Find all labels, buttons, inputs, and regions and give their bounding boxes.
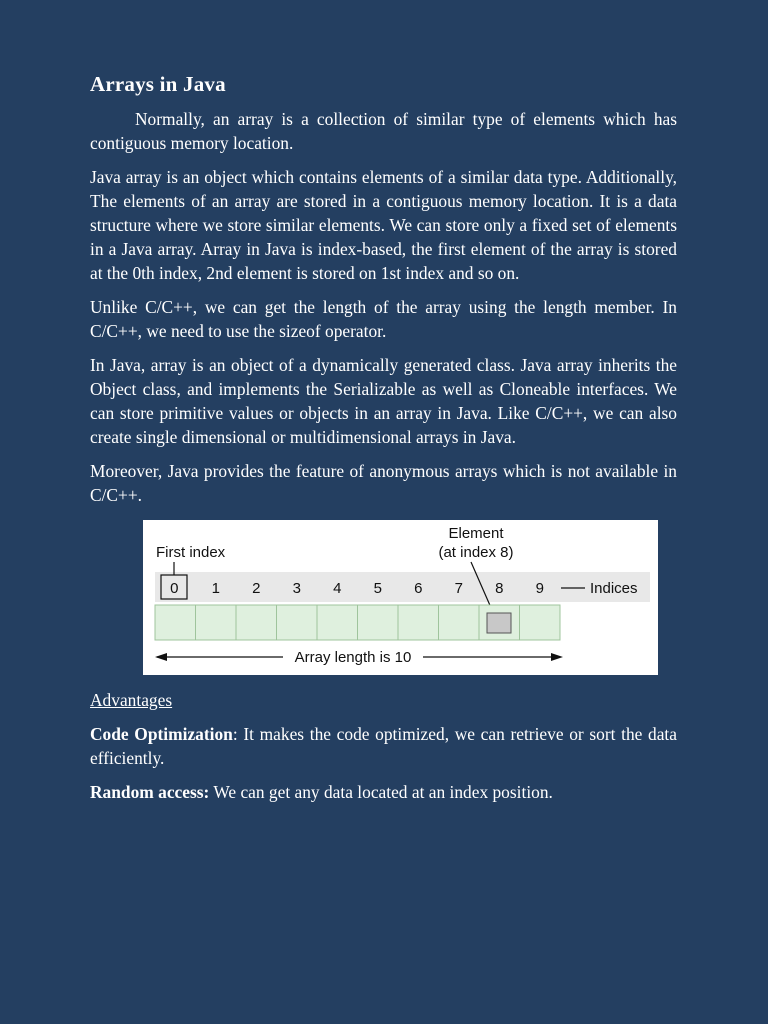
advantage-random-access — [90, 780, 677, 804]
array-cells — [155, 605, 560, 640]
array-cell — [358, 605, 399, 640]
array-diagram — [143, 520, 658, 675]
index-label: 0 — [170, 580, 179, 597]
index-label: 4 — [333, 580, 342, 597]
advantage-text: It makes the code optimized, we can retrieve or sort the data efficiently. — [90, 724, 677, 768]
advantages-heading: Advantages — [90, 690, 173, 710]
paragraph-length: Unlike C/C++, we can get the length of the array using the length member. In C/C++, we need to use the sizeof operator. — [90, 297, 677, 341]
index-label: 2 — [252, 580, 261, 597]
array-cell — [317, 605, 358, 640]
index-label: 8 — [495, 580, 504, 597]
array-length-label: Array length is 10 — [294, 649, 412, 666]
first-index-label: First index — [156, 544, 226, 561]
length-arrow-left-head — [155, 653, 167, 661]
index-label: 9 — [535, 580, 544, 597]
array-cell — [155, 605, 196, 640]
page-title: Arrays in Java — [90, 72, 226, 96]
index-band — [155, 572, 650, 602]
array-cell — [439, 605, 480, 640]
index-label: 7 — [454, 580, 463, 597]
length-arrow-right-head — [551, 653, 563, 661]
paragraph-anonymous: Moreover, Java provides the feature of anonymous arrays which is not available in C/C++. — [90, 461, 677, 505]
advantage-sep: : — [232, 724, 244, 744]
advantage-term: Random access: — [90, 782, 210, 802]
array-cell — [520, 605, 561, 640]
element-label-line1: Element — [448, 525, 504, 542]
array-diagram-svg — [143, 520, 658, 675]
index-label: 1 — [211, 580, 220, 597]
paragraph-dynamic-class: In Java, array is an object of a dynamically generated class. Java array inherits the Object class, and implements the Serializable as well as Cloneable interfaces. We can store primitive values or objects in an array in Java. Like C/C++, we can also create single dimensional or multidimensional arrays in Java. — [90, 355, 677, 447]
array-cell — [398, 605, 439, 640]
index-label: 3 — [292, 580, 301, 597]
advantage-code-optimization — [90, 722, 677, 770]
array-cell — [196, 605, 237, 640]
advantage-term: Code Optimization — [90, 724, 233, 744]
index-label: 6 — [414, 580, 423, 597]
highlighted-element — [487, 613, 511, 633]
array-cell — [236, 605, 277, 640]
index-label: 5 — [373, 580, 382, 597]
element-label-line2: (at index 8) — [438, 544, 514, 561]
array-cell — [277, 605, 318, 640]
advantage-text: We can get any data located at an index position. — [213, 782, 553, 802]
paragraph-java-array: Java array is an object which contains elements of a similar data type. Additionally, The elements of an array are stored in a contiguous memory location. It is a data structure where we store similar elements. We can store only a fixed set of elements in a Java array. Array in Java is index-based, the first element of the array is stored at the 0th index, 2nd element is stored on 1st index and so on. — [90, 167, 677, 283]
document-page — [90, 72, 677, 814]
indices-label: Indices — [590, 580, 638, 597]
paragraph-intro: Normally, an array is a collection of similar type of elements which has contiguous memory location. — [90, 109, 677, 153]
